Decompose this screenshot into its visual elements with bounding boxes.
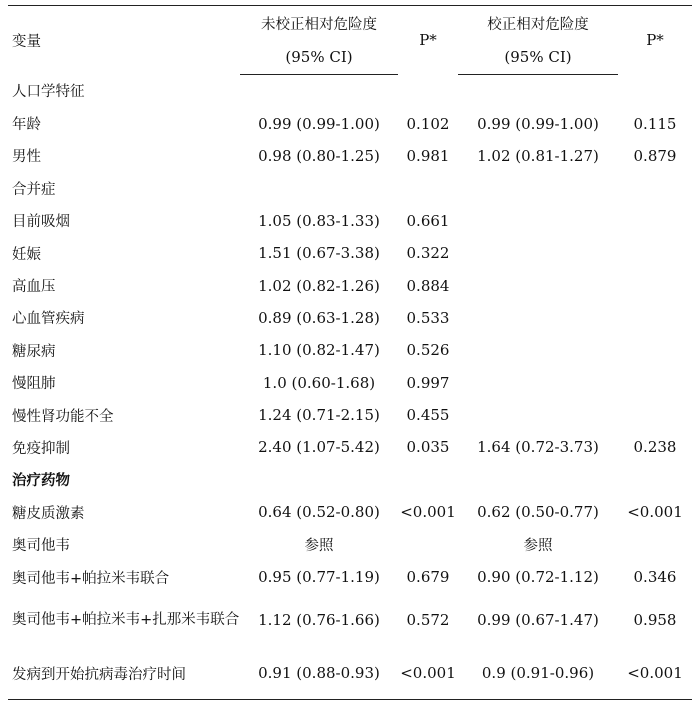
p-value-unadjusted [398,464,458,496]
table-row [8,647,692,700]
adjusted-value: 0.99 (0.67-1.47) [477,611,599,630]
table-row [8,140,692,172]
unadjusted-value [240,75,398,108]
row-label: 发病到开始抗病毒治疗时间 [8,647,240,700]
table-row [8,205,692,237]
table-row [8,172,692,204]
unadjusted-value: 0.99 (0.99-1.00) [258,114,380,133]
p-value-adjusted [618,269,692,301]
adjusted-value [458,237,618,269]
adjusted-value: 0.90 (0.72-1.12) [477,568,599,587]
adjusted-value: 0.99 (0.99-1.00) [477,114,599,133]
p-value-unadjusted [398,528,458,560]
adjusted-value [458,75,618,108]
p-value-adjusted [618,334,692,366]
table-row [8,431,692,463]
p-value-unadjusted: 0.102 [406,114,450,133]
p-value-adjusted: 0.115 [633,114,677,133]
p-value-adjusted [618,237,692,269]
unadjusted-value [240,464,398,496]
row-label: 糖皮质激素 [12,505,85,522]
table-row [8,237,692,269]
row-label: 慢阻肺 [12,376,56,393]
unadjusted-value [240,172,398,204]
adjusted-value [458,334,618,366]
p-value-unadjusted: 0.981 [406,146,450,165]
adjusted-value: 参照 [523,538,553,555]
unadjusted-value: 1.10 (0.82-1.47) [258,341,380,360]
table-row [8,528,692,560]
table-row [8,496,692,528]
p-value-unadjusted: 0.661 [406,211,450,230]
risk-table [8,5,692,700]
p-value-adjusted: <0.001 [618,647,692,700]
row-label: 男性 [12,149,41,166]
p-value-unadjusted: 0.572 [406,611,450,630]
row-label: 奥司他韦 [12,538,70,555]
table-row [8,561,692,593]
p-value-adjusted [618,399,692,431]
p-value-adjusted [618,172,692,204]
row-label: 合并症 [12,181,56,198]
adjusted-value [458,464,618,496]
p-value-unadjusted: 0.884 [406,276,450,295]
adjusted-value [458,399,618,431]
row-label: 目前吸烟 [12,214,70,231]
p-value-adjusted [618,75,692,108]
row-label: 人口学特征 [12,84,85,101]
p-value-adjusted: 0.879 [633,146,677,165]
header-unadjusted-ci: (95% CI) [240,40,398,75]
p-value-unadjusted: 0.035 [406,438,450,457]
header-unadjusted-title: 未校正相对危险度 [240,6,398,41]
table-row [8,593,692,647]
unadjusted-value: 2.40 (1.07-5.42) [258,438,380,457]
row-label: 年龄 [12,117,41,134]
p-value-unadjusted: 0.533 [406,308,450,327]
p-value-adjusted: 0.346 [633,568,677,587]
p-value-unadjusted: 0.455 [406,406,450,425]
row-label: 糖尿病 [12,343,56,360]
adjusted-value [458,269,618,301]
unadjusted-value: 0.98 (0.80-1.25) [258,146,380,165]
unadjusted-value: 1.05 (0.83-1.33) [258,211,380,230]
unadjusted-value: 1.02 (0.82-1.26) [258,276,380,295]
adjusted-value: 0.62 (0.50-0.77) [477,503,599,522]
unadjusted-value: 0.95 (0.77-1.19) [258,568,380,587]
adjusted-value: 1.02 (0.81-1.27) [477,146,599,165]
row-label: 奥司他韦+帕拉米韦+扎那米韦联合 [12,612,240,629]
p-value-adjusted: 0.238 [633,438,677,457]
row-label: 妊娠 [12,246,41,263]
table-row [8,464,692,496]
p-value-unadjusted [398,75,458,108]
unadjusted-value: 1.0 (0.60-1.68) [262,373,376,392]
table-row [8,367,692,399]
row-label-section: 治疗药物 [12,473,70,490]
adjusted-value [458,367,618,399]
table-header [8,6,692,75]
adjusted-value: 0.9 (0.91-0.96) [458,647,618,700]
header-adjusted-ci: (95% CI) [458,40,618,75]
unadjusted-value: 0.89 (0.63-1.28) [258,308,380,327]
table-row [8,107,692,139]
p-value-unadjusted: 0.526 [406,341,450,360]
unadjusted-value: 0.91 (0.88-0.93) [240,647,398,700]
table-row [8,399,692,431]
unadjusted-value: 1.24 (0.71-2.15) [258,406,380,425]
p-value-adjusted [618,367,692,399]
p-value-unadjusted: <0.001 [398,647,458,700]
p-value-adjusted [618,464,692,496]
table-row [8,302,692,334]
unadjusted-value: 1.51 (0.67-3.38) [258,244,380,263]
p-value-adjusted [618,302,692,334]
table-row [8,269,692,301]
adjusted-value [458,205,618,237]
table-body [8,75,692,700]
p-value-unadjusted: 0.997 [406,373,450,392]
header-p-unadjusted: P* [398,6,458,75]
header-p-adjusted: P* [618,6,692,75]
table-row [8,334,692,366]
unadjusted-value: 0.64 (0.52-0.80) [258,503,380,522]
row-label: 心血管疾病 [12,311,85,328]
p-value-unadjusted: 0.322 [406,244,450,263]
p-value-unadjusted: <0.001 [400,503,456,522]
row-label: 免疫抑制 [12,440,70,457]
header-adjusted-title: 校正相对危险度 [458,6,618,41]
p-value-adjusted [618,205,692,237]
adjusted-value: 1.64 (0.72-3.73) [477,438,599,457]
row-label: 高血压 [12,279,56,296]
adjusted-value [458,302,618,334]
p-value-unadjusted: 0.679 [406,568,450,587]
table-row [8,75,692,108]
row-label: 慢性肾功能不全 [12,408,114,425]
row-label: 奥司他韦+帕拉米韦联合 [12,570,170,587]
p-value-adjusted: <0.001 [627,503,683,522]
adjusted-value [458,172,618,204]
p-value-adjusted [618,528,692,560]
header-variable: 变量 [8,6,240,75]
p-value-adjusted: 0.958 [633,611,677,630]
p-value-unadjusted [398,172,458,204]
unadjusted-value: 参照 [304,538,334,555]
unadjusted-value: 1.12 (0.76-1.66) [258,611,380,630]
